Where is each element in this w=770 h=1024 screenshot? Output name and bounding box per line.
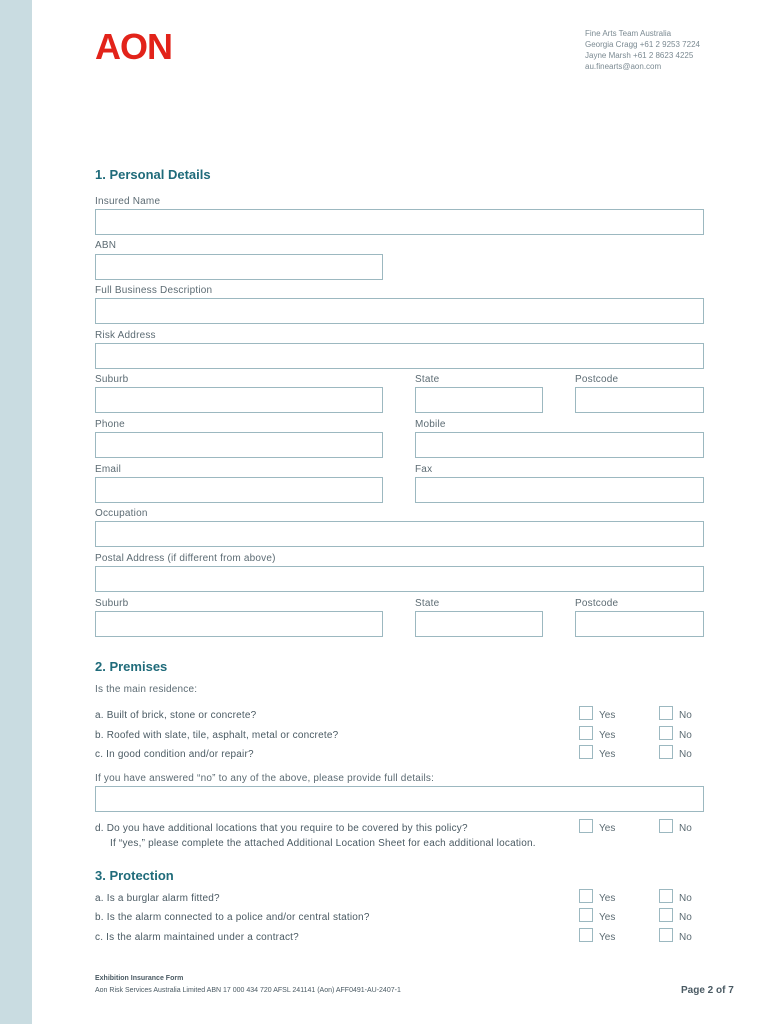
mobile-input[interactable] — [415, 432, 704, 458]
premises-c-yes-checkbox[interactable] — [579, 745, 593, 759]
aon-logo — [95, 28, 185, 64]
postal-state-input[interactable] — [415, 611, 543, 637]
protection-b-yes-checkbox[interactable] — [579, 908, 593, 922]
section-personal-details-title: 1. Personal Details — [95, 167, 211, 182]
premises-question-d: d. Do you have additional locations that you require to be covered by this policy? — [95, 823, 468, 834]
protection-question-b: b. Is the alarm connected to a police and/or central station? — [95, 912, 370, 923]
protection-a-yes-label: Yes — [599, 893, 616, 904]
footer-company-line: Aon Risk Services Australia Limited ABN 17 000 434 720 AFSL 241141 (Aon) AFF0491-AU-2407-1 — [95, 987, 401, 994]
premises-a-no-checkbox[interactable] — [659, 706, 673, 720]
insured-name-label: Insured Name — [95, 196, 161, 207]
risk-address-label: Risk Address — [95, 330, 156, 341]
contact-person-1: Georgia Cragg +61 2 9253 7224 — [585, 40, 700, 49]
contact-block — [585, 28, 700, 72]
postal-state-label: State — [415, 598, 440, 609]
protection-a-yes-checkbox[interactable] — [579, 889, 593, 903]
page-number: Page 2 of 7 — [681, 985, 734, 996]
protection-c-yes-label: Yes — [599, 932, 616, 943]
premises-a-yes-checkbox[interactable] — [579, 706, 593, 720]
section-premises-title: 2. Premises — [95, 659, 168, 674]
postal-address-input[interactable] — [95, 566, 704, 592]
postcode-input[interactable] — [575, 387, 704, 413]
form-page — [32, 0, 770, 1024]
protection-a-no-label: No — [679, 893, 692, 904]
phone-label: Phone — [95, 419, 125, 430]
premises-d-yes-checkbox[interactable] — [579, 819, 593, 833]
business-description-label: Full Business Description — [95, 285, 213, 296]
risk-address-input[interactable] — [95, 343, 704, 369]
postal-postcode-label: Postcode — [575, 598, 619, 609]
premises-details-label: If you have answered “no” to any of the above, please provide full details: — [95, 773, 435, 784]
premises-intro: Is the main residence: — [95, 684, 198, 695]
occupation-label: Occupation — [95, 508, 148, 519]
premises-d-yes-label: Yes — [599, 823, 616, 834]
protection-b-no-checkbox[interactable] — [659, 908, 673, 922]
protection-c-no-checkbox[interactable] — [659, 928, 673, 942]
protection-c-yes-checkbox[interactable] — [579, 928, 593, 942]
protection-a-no-checkbox[interactable] — [659, 889, 673, 903]
abn-input[interactable] — [95, 254, 383, 280]
premises-question-d-note: If “yes,” please complete the attached Additional Location Sheet for each additional location. — [110, 838, 536, 849]
mobile-label: Mobile — [415, 419, 446, 430]
postal-address-label: Postal Address (if different from above) — [95, 553, 276, 564]
protection-question-a: a. Is a burglar alarm fitted? — [95, 893, 220, 904]
footer-form-title: Exhibition Insurance Form — [95, 975, 184, 982]
occupation-input[interactable] — [95, 521, 704, 547]
suburb-label: Suburb — [95, 374, 129, 385]
contact-person-2: Jayne Marsh +61 2 8623 4225 — [585, 51, 694, 60]
protection-b-yes-label: Yes — [599, 912, 616, 923]
fax-input[interactable] — [415, 477, 704, 503]
premises-b-yes-checkbox[interactable] — [579, 726, 593, 740]
postal-postcode-input[interactable] — [575, 611, 704, 637]
premises-c-no-label: No — [679, 749, 692, 760]
state-label: State — [415, 374, 440, 385]
protection-c-no-label: No — [679, 932, 692, 943]
insured-name-input[interactable] — [95, 209, 704, 235]
suburb-input[interactable] — [95, 387, 383, 413]
contact-email[interactable]: au.finearts@aon.com — [585, 62, 662, 71]
phone-input[interactable] — [95, 432, 383, 458]
business-description-input[interactable] — [95, 298, 704, 324]
postal-suburb-label: Suburb — [95, 598, 129, 609]
premises-c-no-checkbox[interactable] — [659, 745, 673, 759]
premises-question-a: a. Built of brick, stone or concrete? — [95, 710, 257, 721]
left-margin-band — [0, 0, 32, 1024]
protection-question-c: c. Is the alarm maintained under a contract? — [95, 932, 299, 943]
premises-d-no-label: No — [679, 823, 692, 834]
premises-question-c: c. In good condition and/or repair? — [95, 749, 254, 760]
postcode-label: Postcode — [575, 374, 619, 385]
protection-b-no-label: No — [679, 912, 692, 923]
contact-team: Fine Arts Team Australia — [585, 29, 672, 38]
premises-details-input[interactable] — [95, 786, 704, 812]
state-input[interactable] — [415, 387, 543, 413]
premises-b-no-label: No — [679, 730, 692, 741]
section-protection-title: 3. Protection — [95, 868, 174, 883]
email-label: Email — [95, 464, 122, 475]
abn-label: ABN — [95, 240, 117, 251]
premises-a-no-label: No — [679, 710, 692, 721]
premises-d-no-checkbox[interactable] — [659, 819, 673, 833]
premises-b-yes-label: Yes — [599, 730, 616, 741]
fax-label: Fax — [415, 464, 433, 475]
premises-b-no-checkbox[interactable] — [659, 726, 673, 740]
premises-c-yes-label: Yes — [599, 749, 616, 760]
email-input[interactable] — [95, 477, 383, 503]
premises-question-b: b. Roofed with slate, tile, asphalt, metal or concrete? — [95, 730, 339, 741]
postal-suburb-input[interactable] — [95, 611, 383, 637]
svg-text:AON: AON — [95, 28, 172, 64]
premises-a-yes-label: Yes — [599, 710, 616, 721]
